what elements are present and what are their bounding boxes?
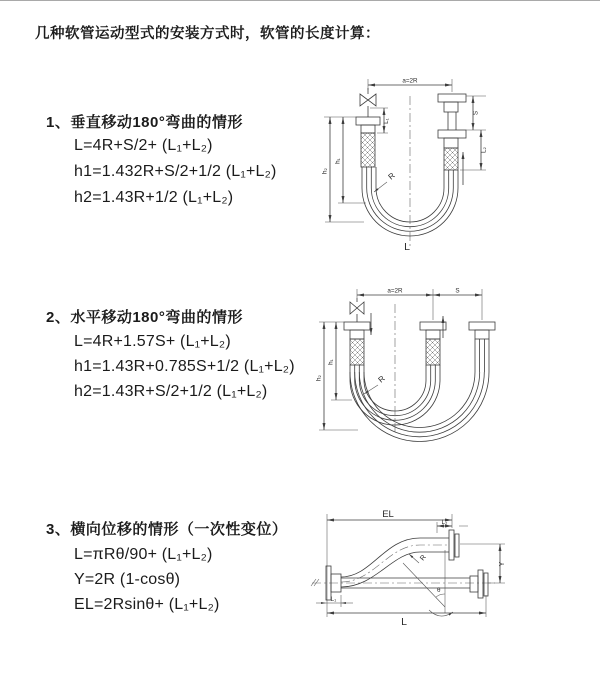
page-top-rule bbox=[0, 0, 600, 1]
hose-s-curve bbox=[341, 538, 449, 587]
dim-label-theta: θ bbox=[437, 587, 441, 594]
valve-icon bbox=[350, 298, 364, 322]
page-title: 几种软管运动型式的安装方式时，软管的长度计算： bbox=[35, 26, 380, 42]
dim-label-stroke: S bbox=[455, 287, 460, 295]
figure-vertical-180-bend bbox=[310, 70, 600, 260]
dim-label-span: a=2R bbox=[402, 77, 418, 85]
braided-hose-section bbox=[426, 339, 440, 365]
dim-label-radius: R bbox=[419, 553, 428, 563]
section-1-formula-h1: h1=1.432R+S/2+1/2 (L₁+L₂) bbox=[74, 163, 277, 180]
dim-label-length: L bbox=[404, 241, 410, 253]
dim-label-h2: h₂ bbox=[321, 168, 329, 174]
figure-horizontal-180-bend bbox=[310, 280, 600, 450]
dim-label-span: a=2R bbox=[387, 287, 403, 295]
raised-flange bbox=[449, 530, 459, 560]
dim-label-y: Y bbox=[499, 561, 506, 567]
left-flange bbox=[356, 117, 380, 133]
braided-hose-section bbox=[350, 339, 364, 365]
dim-label-length: L bbox=[401, 616, 407, 628]
valve-icon bbox=[360, 88, 376, 117]
section-3-heading: 3、横向位移的情形（一次性变位） bbox=[46, 521, 288, 538]
dim-label-l2: L₂ bbox=[480, 147, 488, 153]
section-3-formula-Y: Y=2R (1-cosθ) bbox=[74, 571, 181, 588]
dim-label-stroke: S bbox=[472, 110, 480, 116]
dim-label-l1: L₁ bbox=[330, 596, 337, 603]
dim-label-radius: R bbox=[386, 170, 397, 182]
dim-label-l1: L₁ bbox=[383, 118, 390, 124]
hose-u-bend-displaced bbox=[350, 339, 489, 442]
section-2-formula-h2: h2=1.43R+S/2+1/2 (L₁+L₂) bbox=[74, 383, 268, 400]
right-flange-upper-position bbox=[438, 94, 466, 112]
dim-label-radius: R bbox=[376, 373, 387, 385]
dim-label-h1: h₁ bbox=[334, 158, 342, 164]
braided-hose-section bbox=[444, 148, 458, 170]
figure-lateral-displacement bbox=[300, 500, 600, 640]
section-1-formula-L: L=4R+S/2+ (L₁+L₂) bbox=[74, 137, 213, 154]
right-flange-moved-position bbox=[469, 322, 495, 339]
dim-label-l2: L₂ bbox=[441, 519, 448, 526]
left-flange bbox=[344, 322, 370, 339]
braided-hose-section bbox=[361, 133, 375, 167]
right-flange-lower-position bbox=[438, 130, 466, 148]
section-1-formula-h2: h2=1.43R+1/2 (L₁+L₂) bbox=[74, 189, 234, 206]
section-1-heading: 1、垂直移动180°弯曲的情形 bbox=[46, 114, 243, 131]
right-flange bbox=[470, 570, 488, 598]
section-3-formula-EL: EL=2Rsinθ+ (L₁+L₂) bbox=[74, 596, 220, 613]
middle-flange bbox=[420, 322, 446, 339]
dim-label-el: EL bbox=[382, 509, 394, 520]
break-tick bbox=[311, 579, 319, 586]
section-3-formula-L: L=πRθ/90+ (L₁+L₂) bbox=[74, 546, 213, 563]
section-2-heading: 2、水平移动180°弯曲的情形 bbox=[46, 309, 243, 326]
section-2-formula-h1: h1=1.43R+0.785S+1/2 (L₁+L₂) bbox=[74, 358, 295, 375]
dim-label-h2: h₂ bbox=[315, 375, 323, 381]
section-2-formula-L: L=4R+1.57S+ (L₁+L₂) bbox=[74, 333, 231, 350]
dim-label-h1: h₁ bbox=[327, 359, 335, 365]
